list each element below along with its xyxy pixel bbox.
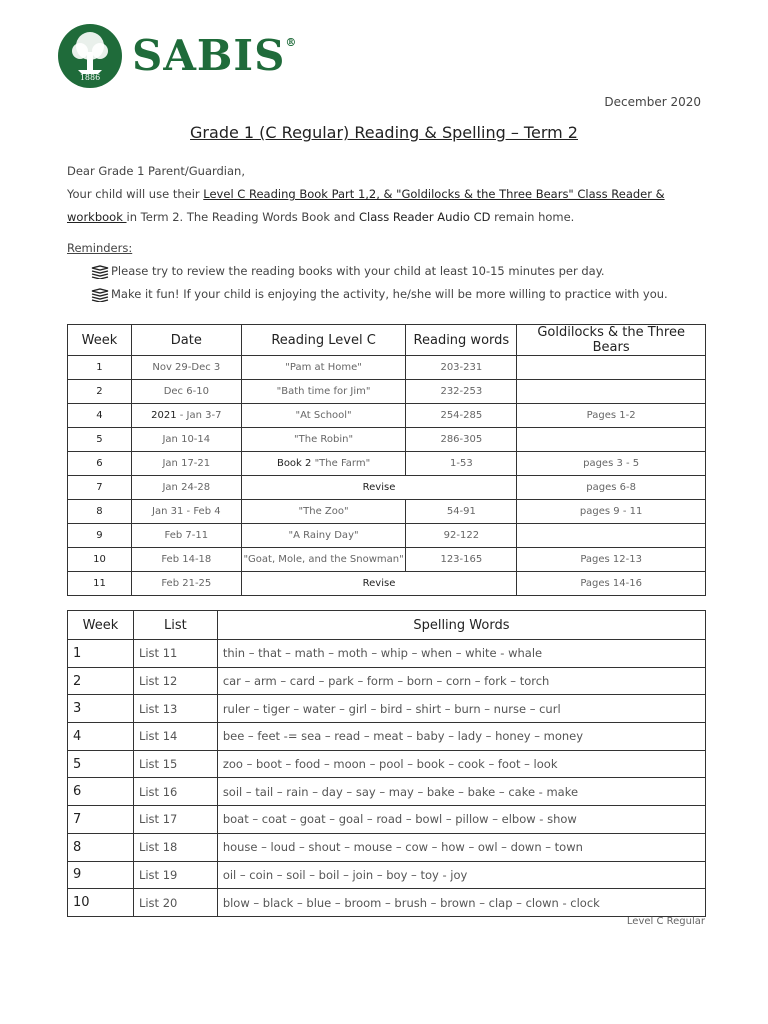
table-row <box>68 778 706 806</box>
table-cell: 286-305 <box>406 428 517 452</box>
col-reading-words: Reading words <box>406 325 517 356</box>
table-cell: 4 <box>68 404 132 428</box>
table-cell: zoo – boot – food – moon – pool – book – cook – foot – look <box>217 750 705 778</box>
table-cell: 7 <box>68 476 132 500</box>
table-cell: 5 <box>68 428 132 452</box>
table-cell: pages 6-8 <box>517 476 706 500</box>
table-cell <box>517 380 706 404</box>
letter-date: December 2020 <box>604 95 701 109</box>
books-icon <box>91 288 109 302</box>
table-cell: 8 <box>68 500 132 524</box>
table-row <box>68 452 706 476</box>
table-cell: "At School" <box>241 404 406 428</box>
table-cell: 10 <box>68 889 134 917</box>
table-row <box>68 889 706 917</box>
table-row <box>68 524 706 548</box>
table-row <box>68 695 706 723</box>
intro-paragraph <box>67 183 707 229</box>
text-span: Please try to review the reading books with your child at least 10-15 minutes per day. <box>111 264 605 278</box>
table-cell: 11 <box>68 572 132 596</box>
table-cell: 3 <box>68 695 134 723</box>
table-cell: 9 <box>68 861 134 889</box>
table-row <box>68 356 706 380</box>
table-cell: "Bath time for Jim" <box>241 380 406 404</box>
table-cell: List 18 <box>133 833 217 861</box>
reminder-item <box>91 283 707 306</box>
table-cell: thin – that – math – moth – whip – when – white - whale <box>217 640 705 668</box>
table-cell: 1-53 <box>406 452 517 476</box>
table-cell: 254-285 <box>406 404 517 428</box>
text-span: SABIS <box>132 31 286 80</box>
table-row <box>68 833 706 861</box>
table-cell: "Pam at Home" <box>241 356 406 380</box>
table-cell: Jan 24-28 <box>131 476 241 500</box>
table-cell: List 19 <box>133 861 217 889</box>
sabis-logo <box>58 24 297 88</box>
table-cell <box>517 524 706 548</box>
greeting: Dear Grade 1 Parent/Guardian, <box>67 164 245 178</box>
spelling-table <box>67 610 706 917</box>
table-cell: 10 <box>68 548 132 572</box>
text-span: remain home. <box>490 210 575 224</box>
table-cell: ruler – tiger – water – girl – bird – shirt – burn – nurse – curl <box>217 695 705 723</box>
col-reading-level: Reading Level C <box>241 325 406 356</box>
table-cell: Pages 12-13 <box>517 548 706 572</box>
table-cell <box>241 452 406 476</box>
text-span: 2021 <box>151 410 177 421</box>
table-cell: 9 <box>68 524 132 548</box>
col-list: List <box>133 611 217 640</box>
reminders-heading: Reminders: <box>67 241 133 255</box>
table-cell: List 16 <box>133 778 217 806</box>
table-row <box>68 640 706 668</box>
table-cell: 6 <box>68 452 132 476</box>
table-header-row <box>68 325 706 356</box>
table-cell: List 13 <box>133 695 217 723</box>
tree-emblem-icon <box>58 24 122 88</box>
books-icon <box>91 265 109 279</box>
table-cell: Revise <box>241 572 517 596</box>
table-header-row <box>68 611 706 640</box>
footer-label: Level C Regular <box>626 916 705 927</box>
table-cell: 8 <box>68 833 134 861</box>
table-row <box>68 428 706 452</box>
table-cell: pages 9 - 11 <box>517 500 706 524</box>
table-row <box>68 723 706 751</box>
table-cell: List 14 <box>133 723 217 751</box>
table-cell <box>517 356 706 380</box>
reading-schedule-table <box>67 324 706 596</box>
table-cell: List 11 <box>133 640 217 668</box>
table-cell: Feb 14-18 <box>131 548 241 572</box>
table-row <box>68 667 706 695</box>
letter-body <box>67 160 707 306</box>
table-cell: pages 3 - 5 <box>517 452 706 476</box>
table-cell: Jan 17-21 <box>131 452 241 476</box>
table-cell: house – loud – shout – mouse – cow – how – owl – down – town <box>217 833 705 861</box>
table-cell: 4 <box>68 723 134 751</box>
table-row <box>68 750 706 778</box>
table-cell: Revise <box>241 476 517 500</box>
table-row <box>68 380 706 404</box>
page-title: Grade 1 (C Regular) Reading & Spelling – Term 2 <box>190 123 578 142</box>
col-week: Week <box>68 611 134 640</box>
table-cell: "A Rainy Day" <box>241 524 406 548</box>
table-cell: 6 <box>68 778 134 806</box>
table-cell: List 17 <box>133 806 217 834</box>
table-cell: blow – black – blue – broom – brush – brown – clap – clown - clock <box>217 889 705 917</box>
table-cell: Jan 31 - Feb 4 <box>131 500 241 524</box>
table-cell: bee – feet -= sea – read – meat – baby – lady – honey – money <box>217 723 705 751</box>
text-span: Level C Reading Book Part 1,2, & "Goldilocks & the Three Bears" Class Reader & <box>203 187 665 201</box>
table-cell <box>517 428 706 452</box>
text-span: Make it fun! If your child is enjoying the activity, he/she will be more willing to practice with you. <box>111 287 668 301</box>
logo-year: 1886 <box>79 73 101 82</box>
table-cell: Nov 29-Dec 3 <box>131 356 241 380</box>
table-cell: car – arm – card – park – form – born – corn – fork – torch <box>217 667 705 695</box>
table-cell: Dec 6-10 <box>131 380 241 404</box>
table-row <box>68 476 706 500</box>
table-cell: 1 <box>68 640 134 668</box>
table-cell: 92-122 <box>406 524 517 548</box>
col-spelling-words: Spelling Words <box>217 611 705 640</box>
text-span: - Jan 3-7 <box>176 410 222 421</box>
text-span: Class Reader Audio CD <box>358 210 491 224</box>
table-row <box>68 861 706 889</box>
table-cell: Feb 21-25 <box>131 572 241 596</box>
table-cell: soil – tail – rain – day – say – may – bake – bake – cake - make <box>217 778 705 806</box>
text-span: Book 2 <box>276 458 312 469</box>
text-span: workbook <box>67 210 127 224</box>
table-cell: 2 <box>68 667 134 695</box>
table-cell <box>131 404 241 428</box>
table-row <box>68 500 706 524</box>
table-cell: List 15 <box>133 750 217 778</box>
text-span: in Term 2. The Reading Words Book and <box>126 210 359 224</box>
table-row <box>68 548 706 572</box>
table-cell: Pages 14-16 <box>517 572 706 596</box>
table-cell: "The Zoo" <box>241 500 406 524</box>
table-cell: Feb 7-11 <box>131 524 241 548</box>
table-cell: 232-253 <box>406 380 517 404</box>
table-cell: 5 <box>68 750 134 778</box>
brand-name <box>132 31 298 80</box>
table-cell: 7 <box>68 806 134 834</box>
table-cell: boat – coat – goat – goal – road – bowl – pillow – elbow - show <box>217 806 705 834</box>
table-cell: 1 <box>68 356 132 380</box>
table-row <box>68 806 706 834</box>
text-span: "The Farm" <box>311 458 371 469</box>
table-row <box>68 572 706 596</box>
table-row <box>68 404 706 428</box>
table-cell: List 20 <box>133 889 217 917</box>
table-cell: 123-165 <box>406 548 517 572</box>
table-cell: oil – coin – soil – boil – join – boy – toy - joy <box>217 861 705 889</box>
table-cell: 203-231 <box>406 356 517 380</box>
table-cell: Jan 10-14 <box>131 428 241 452</box>
col-week: Week <box>68 325 132 356</box>
reminder-item <box>91 260 707 283</box>
text-span: Your child will use their <box>67 187 204 201</box>
text-span: ® <box>285 36 298 49</box>
col-goldilocks: Goldilocks & the Three Bears <box>517 325 706 356</box>
table-cell: 2 <box>68 380 132 404</box>
table-cell: Pages 1-2 <box>517 404 706 428</box>
table-cell: "The Robin" <box>241 428 406 452</box>
table-cell: 54-91 <box>406 500 517 524</box>
col-date: Date <box>131 325 241 356</box>
table-cell: List 12 <box>133 667 217 695</box>
table-cell: "Goat, Mole, and the Snowman" <box>241 548 406 572</box>
